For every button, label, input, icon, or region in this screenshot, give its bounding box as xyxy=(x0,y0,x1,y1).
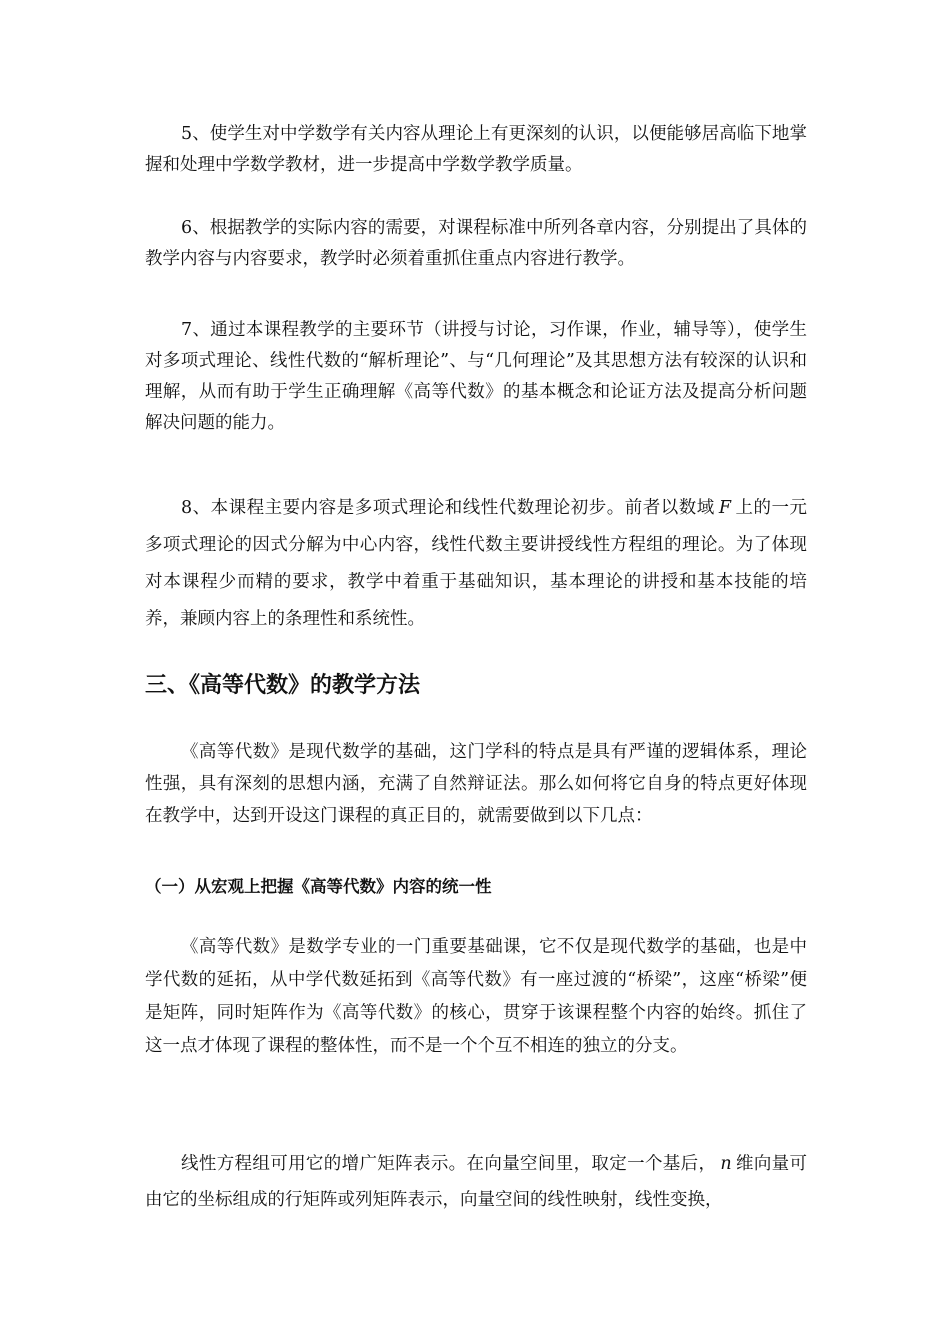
subsection-heading: （一）从宏观上把握《高等代数》内容的统一性 xyxy=(145,877,492,896)
intro-paragraph: 《高等代数》是现代数学的基础，这门学科的特点是具有严谨的逻辑体系，理论性强，具有深刻的思想内涵，充满了自然辩证法。那么如何将它自身的特点更好体现在教学中，达到开设这门课程的真正目的，就需要做到以下几点： xyxy=(145,742,807,826)
paragraph-item-8-text-b: 上的一元多项式理论的因式分解为中心内容，线性代数主要讲授线性方程组的理论。为了体现对本课程少而精的要求，教学中着重于基础知识，基本理论的讲授和基本技能的培养，兼顾内容上的条理性和系统性。 xyxy=(145,498,807,629)
dimension-symbol-n: n xyxy=(720,1154,732,1174)
linear-paragraph-text-b: 维向量可由它的坐标组成的行矩阵或列矩阵表示，向量空间的线性映射，线性变换， xyxy=(145,1154,808,1210)
paragraph-item-7: 7、通过本课程教学的主要环节（讲授与讨论，习作课，作业，辅导等），使学生对多项式理论、线性代数的“解析理论”、与“几何理论”及其思想方法有较深的认识和理解，从而有助于学生正确理解《高等代数》的基本概念和论证方法及提高分析问题 解决问题的能力。 xyxy=(145,320,807,433)
paragraph-item-8-text-a: 8、本课程主要内容是多项式理论和线性代数理论初步。前者以数域 xyxy=(181,498,715,518)
section-heading: 三、《高等代数》的教学方法 xyxy=(145,672,421,698)
linear-paragraph-text-a: 线性方程组可用它的增广矩阵表示。在向量空间里，取定一个基后， xyxy=(181,1154,717,1174)
linear-paragraph xyxy=(145,1146,807,1218)
paragraph-item-6: 6、根据教学的实际内容的需要，对课程标准中所列各章内容，分别提出了具体的教学内容与内容要求，教学时必须着重抓住重点内容进行教学。 xyxy=(145,218,807,269)
paragraph-item-5: 5、使学生对中学数学有关内容从理论上有更深刻的认识，以便能够居高临下地掌握和处理中学数学教材，进一步提高中学数学教学质量。 xyxy=(145,124,807,175)
field-symbol-f: F xyxy=(718,498,731,518)
bridge-paragraph: 《高等代数》是数学专业的一门重要基础课，它不仅是现代数学的基础，也是中学代数的延拓，从中学代数延拓到《高等代数》有一座过渡的“桥梁”，这座“桥梁”便是矩阵，同时矩阵作为《高等代数》的核心，贯穿于该课程整个内容的始终。抓住了这一点才体现了课程的整体性，而不是一个个互不相连的独立的分支。 xyxy=(145,937,807,1056)
paragraph-item-8 xyxy=(145,490,807,638)
